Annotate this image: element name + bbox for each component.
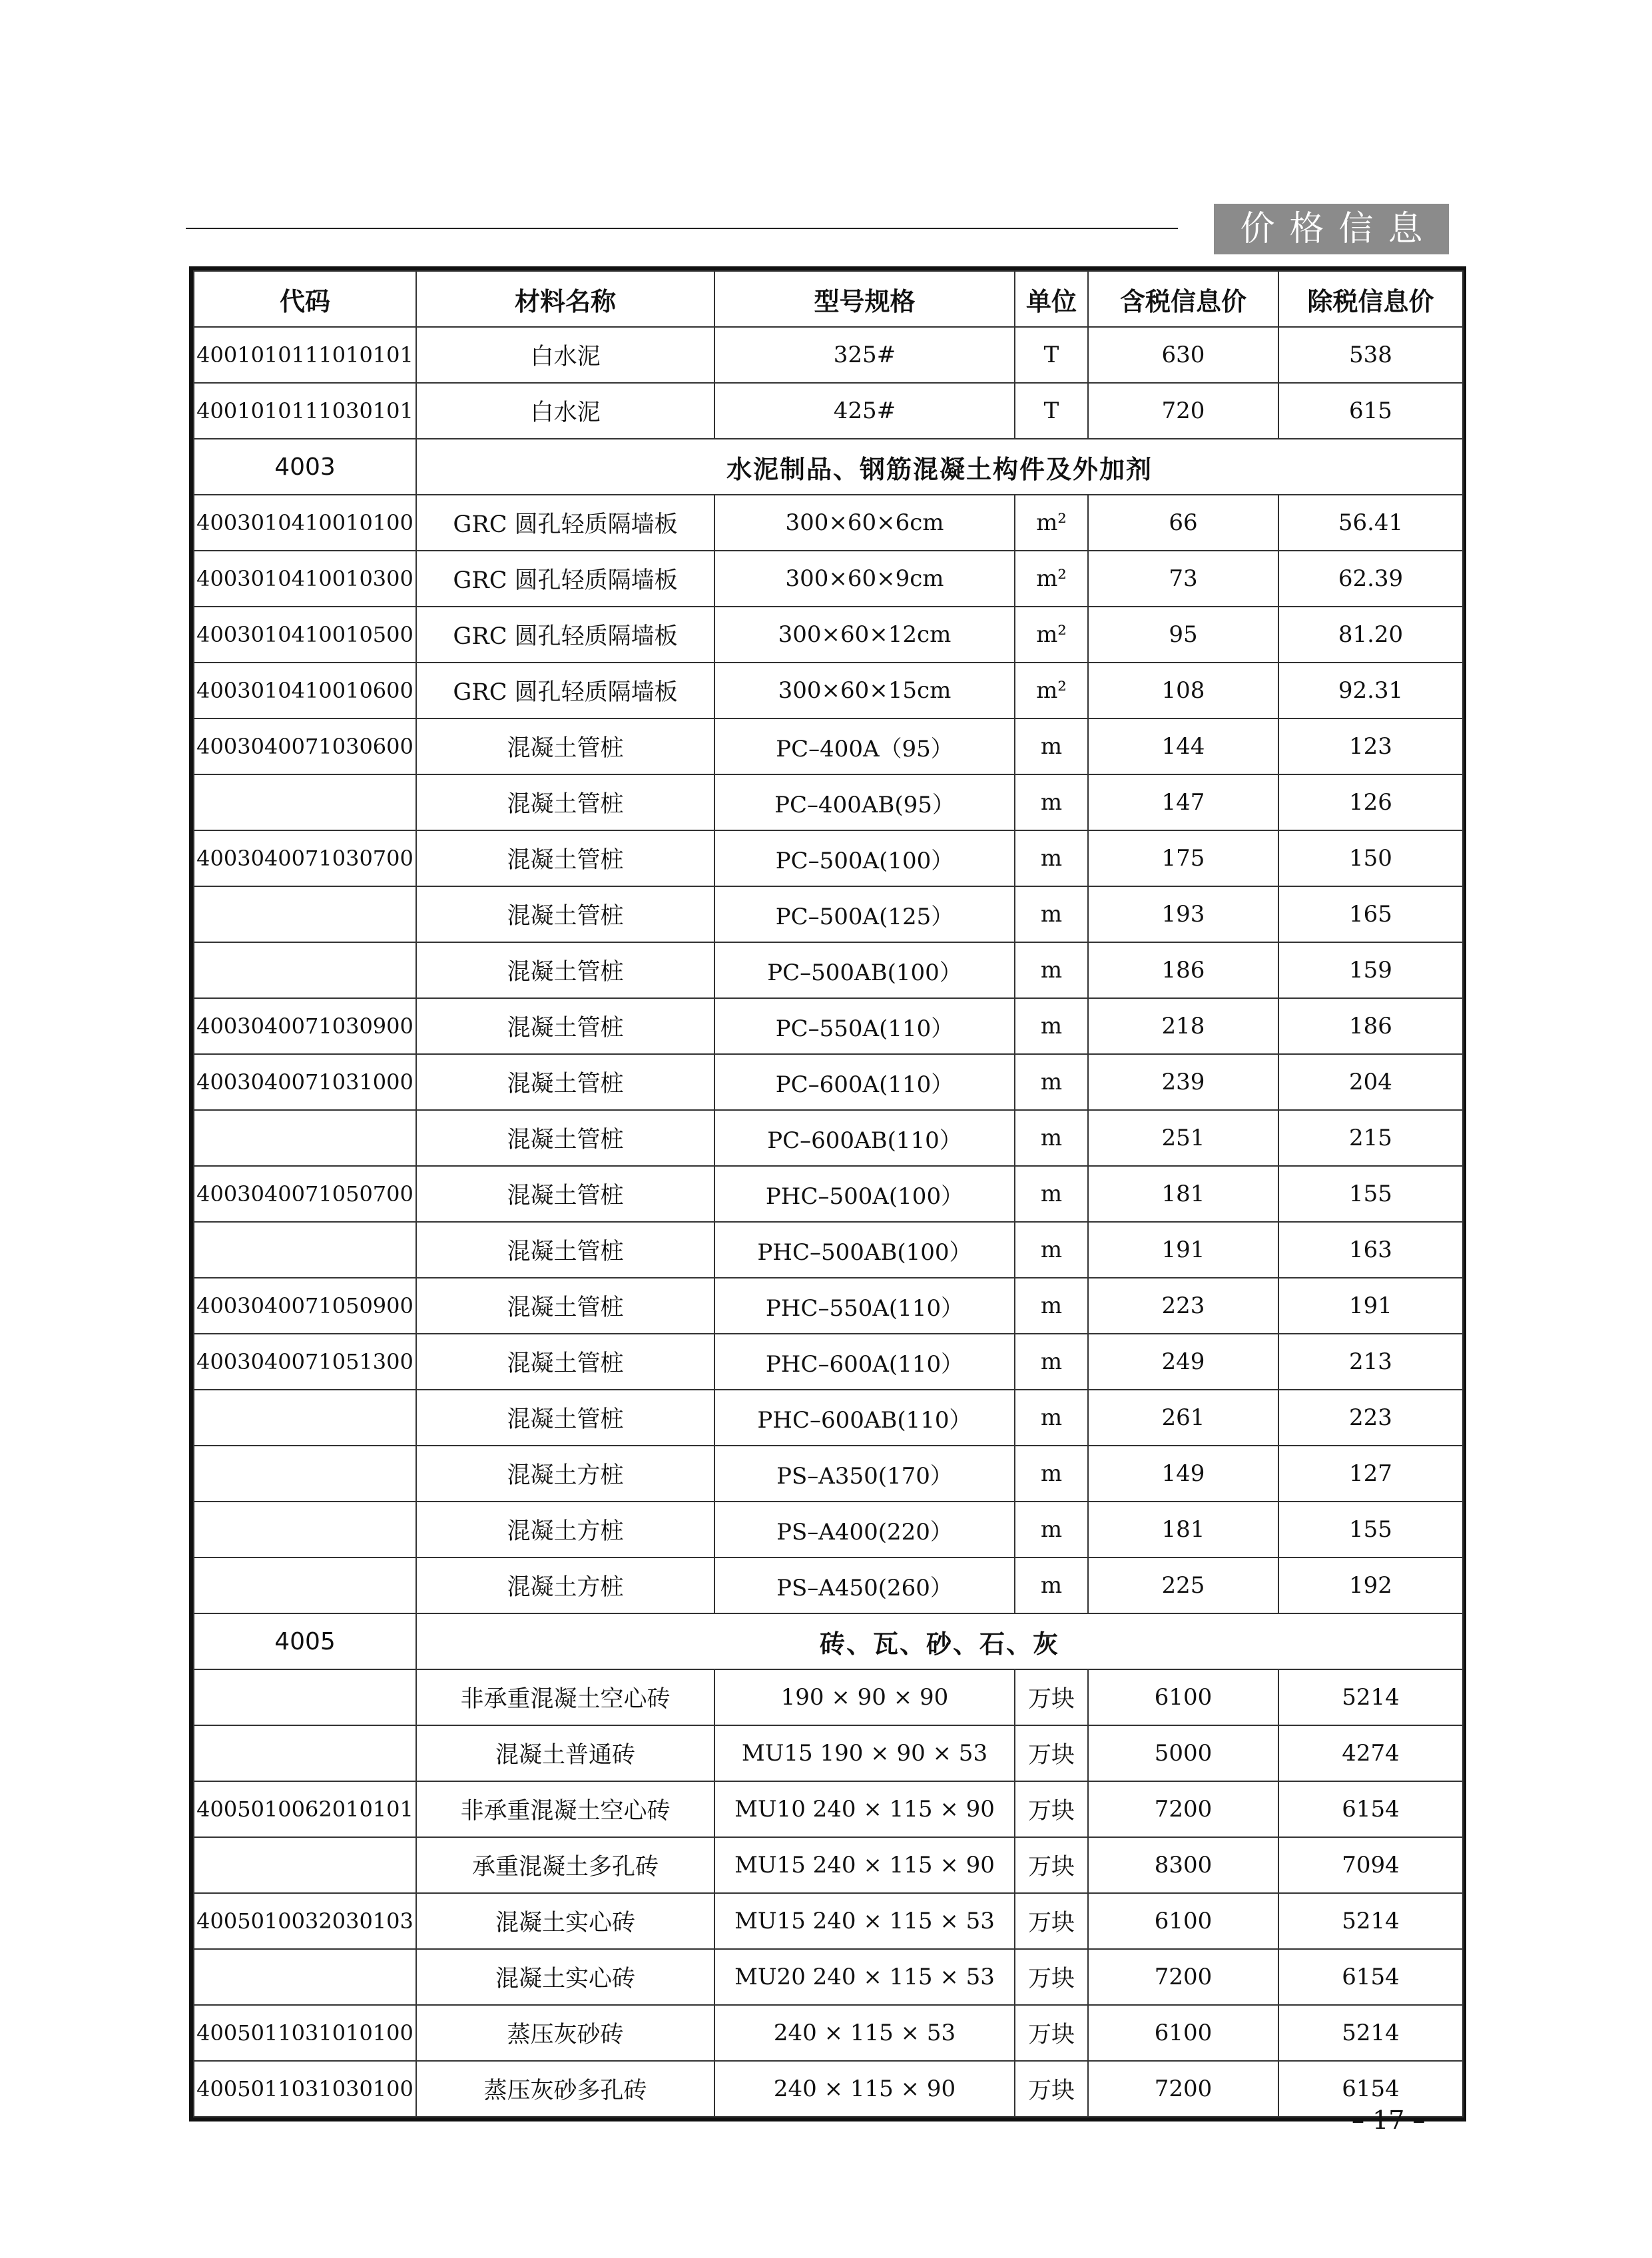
cell-code: 4003040071030600 — [194, 718, 416, 774]
cell-price-tax: 251 — [1088, 1110, 1278, 1166]
cell-spec: MU15 240 × 115 × 53 — [714, 1893, 1015, 1949]
cell-spec: MU10 240 × 115 × 90 — [714, 1781, 1015, 1837]
cell-spec: PC–500A(125） — [714, 886, 1015, 942]
cell-name: 混凝土实心砖 — [416, 1949, 714, 2005]
cell-price-tax: 147 — [1088, 774, 1278, 830]
category-title: 砖、瓦、砂、石、灰 — [416, 1613, 1463, 1669]
cell-unit: m — [1015, 1446, 1088, 1502]
table-row — [194, 942, 1463, 998]
cell-spec: 300×60×9cm — [714, 551, 1015, 607]
table-row — [194, 495, 1463, 551]
cell-unit: m — [1015, 1278, 1088, 1334]
cell-price-tax: 7200 — [1088, 1949, 1278, 2005]
cell-code: 4003040071051300 — [194, 1334, 416, 1390]
cell-price-notax: 7094 — [1278, 1837, 1463, 1893]
cell-unit: 万块 — [1015, 2061, 1088, 2117]
cell-price-notax: 215 — [1278, 1110, 1463, 1166]
cell-unit: m² — [1015, 663, 1088, 718]
table-row — [194, 1110, 1463, 1166]
cell-spec: PHC–500A(100） — [714, 1166, 1015, 1222]
cell-spec: PHC–600A(110） — [714, 1334, 1015, 1390]
cell-code — [194, 1110, 416, 1166]
cell-name: 混凝土方桩 — [416, 1502, 714, 1557]
cell-unit: 万块 — [1015, 1781, 1088, 1837]
cell-unit: m — [1015, 1110, 1088, 1166]
table-row — [194, 1837, 1463, 1893]
table-row — [194, 607, 1463, 663]
table-body — [194, 327, 1463, 2117]
cell-code: 4003040071031000 — [194, 1054, 416, 1110]
cell-spec: PC–500A(100） — [714, 830, 1015, 886]
cell-spec: PHC–600AB(110） — [714, 1390, 1015, 1446]
cell-spec: MU20 240 × 115 × 53 — [714, 1949, 1015, 2005]
cell-price-notax: 165 — [1278, 886, 1463, 942]
cell-price-notax: 5214 — [1278, 1669, 1463, 1725]
cell-name: 蒸压灰砂多孔砖 — [416, 2061, 714, 2117]
cell-code: 4003010410010500 — [194, 607, 416, 663]
cell-name: 混凝土管桩 — [416, 1222, 714, 1278]
cell-code — [194, 1502, 416, 1557]
cell-name: 非承重混凝土空心砖 — [416, 1781, 714, 1837]
cell-code: 4003010410010600 — [194, 663, 416, 718]
cell-code: 4003040071050900 — [194, 1278, 416, 1334]
cell-name: 承重混凝土多孔砖 — [416, 1837, 714, 1893]
cell-unit: m — [1015, 1334, 1088, 1390]
table-row — [194, 1334, 1463, 1390]
cell-price-tax: 108 — [1088, 663, 1278, 718]
cell-name: 非承重混凝土空心砖 — [416, 1669, 714, 1725]
cell-price-notax: 6154 — [1278, 2061, 1463, 2117]
cell-code — [194, 1390, 416, 1446]
cell-price-notax: 204 — [1278, 1054, 1463, 1110]
cell-price-tax: 720 — [1088, 383, 1278, 439]
cell-price-tax: 630 — [1088, 327, 1278, 383]
cell-price-tax: 73 — [1088, 551, 1278, 607]
cell-code — [194, 1222, 416, 1278]
cell-spec: 300×60×6cm — [714, 495, 1015, 551]
cell-name: GRC 圆孔轻质隔墙板 — [416, 663, 714, 718]
header-name: 材料名称 — [416, 271, 714, 327]
table-row — [194, 1054, 1463, 1110]
table-row — [194, 1446, 1463, 1502]
cell-price-notax: 223 — [1278, 1390, 1463, 1446]
cell-price-notax: 155 — [1278, 1502, 1463, 1557]
table-row — [194, 1725, 1463, 1781]
cell-price-tax: 218 — [1088, 998, 1278, 1054]
cell-code: 4003010410010100 — [194, 495, 416, 551]
cell-unit: m — [1015, 1557, 1088, 1613]
cell-spec: 190 × 90 × 90 — [714, 1669, 1015, 1725]
cell-code: 4005010062010101 — [194, 1781, 416, 1837]
cell-price-tax: 6100 — [1088, 1893, 1278, 1949]
cell-price-notax: 92.31 — [1278, 663, 1463, 718]
cell-unit: 万块 — [1015, 1949, 1088, 2005]
cell-spec: MU15 240 × 115 × 90 — [714, 1837, 1015, 1893]
cell-code: 4003010410010300 — [194, 551, 416, 607]
cell-code — [194, 1837, 416, 1893]
cell-unit: m — [1015, 718, 1088, 774]
cell-unit: m — [1015, 1222, 1088, 1278]
cell-unit: m² — [1015, 495, 1088, 551]
table-row — [194, 663, 1463, 718]
category-row — [194, 1613, 1463, 1669]
cell-price-notax: 192 — [1278, 1557, 1463, 1613]
cell-price-tax: 175 — [1088, 830, 1278, 886]
cell-price-tax: 7200 — [1088, 1781, 1278, 1837]
cell-unit: T — [1015, 383, 1088, 439]
header-rule — [186, 228, 1178, 229]
cell-code — [194, 886, 416, 942]
table-row — [194, 1893, 1463, 1949]
cell-spec: 240 × 115 × 90 — [714, 2061, 1015, 2117]
table-row — [194, 998, 1463, 1054]
cell-spec: PC–600A(110） — [714, 1054, 1015, 1110]
cell-price-tax: 181 — [1088, 1502, 1278, 1557]
cell-price-tax: 225 — [1088, 1557, 1278, 1613]
cell-price-notax: 81.20 — [1278, 607, 1463, 663]
cell-name: 混凝土方桩 — [416, 1446, 714, 1502]
cell-spec: MU15 190 × 90 × 53 — [714, 1725, 1015, 1781]
cell-price-tax: 186 — [1088, 942, 1278, 998]
cell-unit: m — [1015, 998, 1088, 1054]
page-number: – 17 – — [1352, 2106, 1426, 2135]
header-price-notax: 除税信息价 — [1278, 271, 1463, 327]
cell-code: 4003040071050700 — [194, 1166, 416, 1222]
cell-price-notax: 159 — [1278, 942, 1463, 998]
cell-price-notax: 538 — [1278, 327, 1463, 383]
cell-price-tax: 95 — [1088, 607, 1278, 663]
cell-name: 混凝土管桩 — [416, 886, 714, 942]
cell-spec: 300×60×12cm — [714, 607, 1015, 663]
cell-code — [194, 1669, 416, 1725]
cell-price-notax: 191 — [1278, 1278, 1463, 1334]
table-row — [194, 327, 1463, 383]
cell-unit: m² — [1015, 551, 1088, 607]
header-spec: 型号规格 — [714, 271, 1015, 327]
table-row — [194, 1557, 1463, 1613]
cell-spec: PS–A350(170） — [714, 1446, 1015, 1502]
section-tag: 价格信息 — [1214, 204, 1449, 254]
cell-name: 混凝土管桩 — [416, 774, 714, 830]
cell-price-tax: 7200 — [1088, 2061, 1278, 2117]
cell-code — [194, 1557, 416, 1613]
cell-spec: PC–550A(110） — [714, 998, 1015, 1054]
cell-price-notax: 5214 — [1278, 1893, 1463, 1949]
cell-price-notax: 186 — [1278, 998, 1463, 1054]
table-row — [194, 1390, 1463, 1446]
table-row — [194, 830, 1463, 886]
cell-price-tax: 144 — [1088, 718, 1278, 774]
cell-name: 混凝土管桩 — [416, 998, 714, 1054]
cell-spec: PHC–500AB(100） — [714, 1222, 1015, 1278]
cell-price-notax: 56.41 — [1278, 495, 1463, 551]
cell-price-notax: 155 — [1278, 1166, 1463, 1222]
cell-spec: PC–400A（95） — [714, 718, 1015, 774]
category-code: 4005 — [194, 1613, 416, 1669]
cell-name: 混凝土普通砖 — [416, 1725, 714, 1781]
cell-price-tax: 66 — [1088, 495, 1278, 551]
cell-unit: 万块 — [1015, 1837, 1088, 1893]
cell-spec: PHC–550A(110） — [714, 1278, 1015, 1334]
table-row — [194, 1166, 1463, 1222]
cell-unit: m — [1015, 774, 1088, 830]
cell-price-tax: 181 — [1088, 1166, 1278, 1222]
cell-code: 4005011031030100 — [194, 2061, 416, 2117]
cell-spec: PC–600AB(110） — [714, 1110, 1015, 1166]
category-title: 水泥制品、钢筋混凝土构件及外加剂 — [416, 439, 1463, 495]
cell-name: GRC 圆孔轻质隔墙板 — [416, 495, 714, 551]
cell-spec: PS–A450(260） — [714, 1557, 1015, 1613]
cell-spec: 325# — [714, 327, 1015, 383]
table-row — [194, 1781, 1463, 1837]
cell-price-tax: 261 — [1088, 1390, 1278, 1446]
cell-price-notax: 6154 — [1278, 1949, 1463, 2005]
cell-price-tax: 8300 — [1088, 1837, 1278, 1893]
cell-spec: PS–A400(220） — [714, 1502, 1015, 1557]
cell-price-tax: 6100 — [1088, 1669, 1278, 1725]
cell-price-tax: 249 — [1088, 1334, 1278, 1390]
cell-name: 混凝土管桩 — [416, 1110, 714, 1166]
cell-price-notax: 126 — [1278, 774, 1463, 830]
table-row — [194, 1222, 1463, 1278]
cell-unit: m — [1015, 1390, 1088, 1446]
cell-spec: PC–400AB(95） — [714, 774, 1015, 830]
table-row — [194, 1669, 1463, 1725]
cell-code: 4003040071030900 — [194, 998, 416, 1054]
cell-name: 混凝土管桩 — [416, 942, 714, 998]
cell-price-notax: 213 — [1278, 1334, 1463, 1390]
cell-price-tax: 191 — [1088, 1222, 1278, 1278]
cell-unit: m — [1015, 942, 1088, 998]
cell-code — [194, 1949, 416, 2005]
cell-code: 4005011031010100 — [194, 2005, 416, 2061]
cell-name: 混凝土管桩 — [416, 1390, 714, 1446]
cell-price-tax: 149 — [1088, 1446, 1278, 1502]
cell-price-tax: 5000 — [1088, 1725, 1278, 1781]
table-header-row — [194, 271, 1463, 327]
table-row — [194, 1278, 1463, 1334]
cell-name: 混凝土管桩 — [416, 1166, 714, 1222]
category-row — [194, 439, 1463, 495]
cell-spec: 425# — [714, 383, 1015, 439]
cell-code: 4001010111030101 — [194, 383, 416, 439]
cell-unit: 万块 — [1015, 1669, 1088, 1725]
cell-name: 混凝土管桩 — [416, 1334, 714, 1390]
cell-price-notax: 6154 — [1278, 1781, 1463, 1837]
cell-unit: m — [1015, 1054, 1088, 1110]
cell-name: 混凝土管桩 — [416, 830, 714, 886]
cell-unit: 万块 — [1015, 2005, 1088, 2061]
cell-name: 混凝土实心砖 — [416, 1893, 714, 1949]
cell-name: 混凝土管桩 — [416, 1054, 714, 1110]
table-row — [194, 1949, 1463, 2005]
cell-code: 4005010032030103 — [194, 1893, 416, 1949]
cell-price-notax: 163 — [1278, 1222, 1463, 1278]
cell-unit: T — [1015, 327, 1088, 383]
header-unit: 单位 — [1015, 271, 1088, 327]
cell-name: 混凝土方桩 — [416, 1557, 714, 1613]
cell-code: 4001010111010101 — [194, 327, 416, 383]
table-row — [194, 551, 1463, 607]
cell-unit: m — [1015, 830, 1088, 886]
cell-name: 蒸压灰砂砖 — [416, 2005, 714, 2061]
cell-unit: m — [1015, 886, 1088, 942]
header-price-tax: 含税信息价 — [1088, 271, 1278, 327]
cell-price-tax: 223 — [1088, 1278, 1278, 1334]
table-row — [194, 718, 1463, 774]
table-row — [194, 2061, 1463, 2117]
table-row — [194, 774, 1463, 830]
cell-unit: m — [1015, 1166, 1088, 1222]
cell-code — [194, 942, 416, 998]
cell-price-tax: 193 — [1088, 886, 1278, 942]
cell-code: 4003040071030700 — [194, 830, 416, 886]
cell-price-tax: 239 — [1088, 1054, 1278, 1110]
table-row — [194, 1502, 1463, 1557]
cell-price-notax: 127 — [1278, 1446, 1463, 1502]
table-row — [194, 886, 1463, 942]
price-table-frame — [189, 266, 1466, 2121]
cell-spec: PC–500AB(100） — [714, 942, 1015, 998]
cell-name: 混凝土管桩 — [416, 718, 714, 774]
cell-price-notax: 615 — [1278, 383, 1463, 439]
header-code: 代码 — [194, 271, 416, 327]
cell-name: 白水泥 — [416, 327, 714, 383]
cell-price-notax: 62.39 — [1278, 551, 1463, 607]
cell-price-tax: 6100 — [1088, 2005, 1278, 2061]
cell-name: GRC 圆孔轻质隔墙板 — [416, 551, 714, 607]
cell-name: 白水泥 — [416, 383, 714, 439]
cell-unit: 万块 — [1015, 1893, 1088, 1949]
category-code: 4003 — [194, 439, 416, 495]
cell-code — [194, 774, 416, 830]
cell-name: GRC 圆孔轻质隔墙板 — [416, 607, 714, 663]
cell-code — [194, 1446, 416, 1502]
cell-unit: m² — [1015, 607, 1088, 663]
cell-price-notax: 123 — [1278, 718, 1463, 774]
cell-spec: 300×60×15cm — [714, 663, 1015, 718]
cell-price-notax: 150 — [1278, 830, 1463, 886]
cell-spec: 240 × 115 × 53 — [714, 2005, 1015, 2061]
cell-unit: 万块 — [1015, 1725, 1088, 1781]
cell-name: 混凝土管桩 — [416, 1278, 714, 1334]
price-table — [193, 270, 1464, 2117]
cell-price-notax: 4274 — [1278, 1725, 1463, 1781]
cell-price-notax: 5214 — [1278, 2005, 1463, 2061]
table-row — [194, 2005, 1463, 2061]
cell-unit: m — [1015, 1502, 1088, 1557]
cell-code — [194, 1725, 416, 1781]
table-row — [194, 383, 1463, 439]
